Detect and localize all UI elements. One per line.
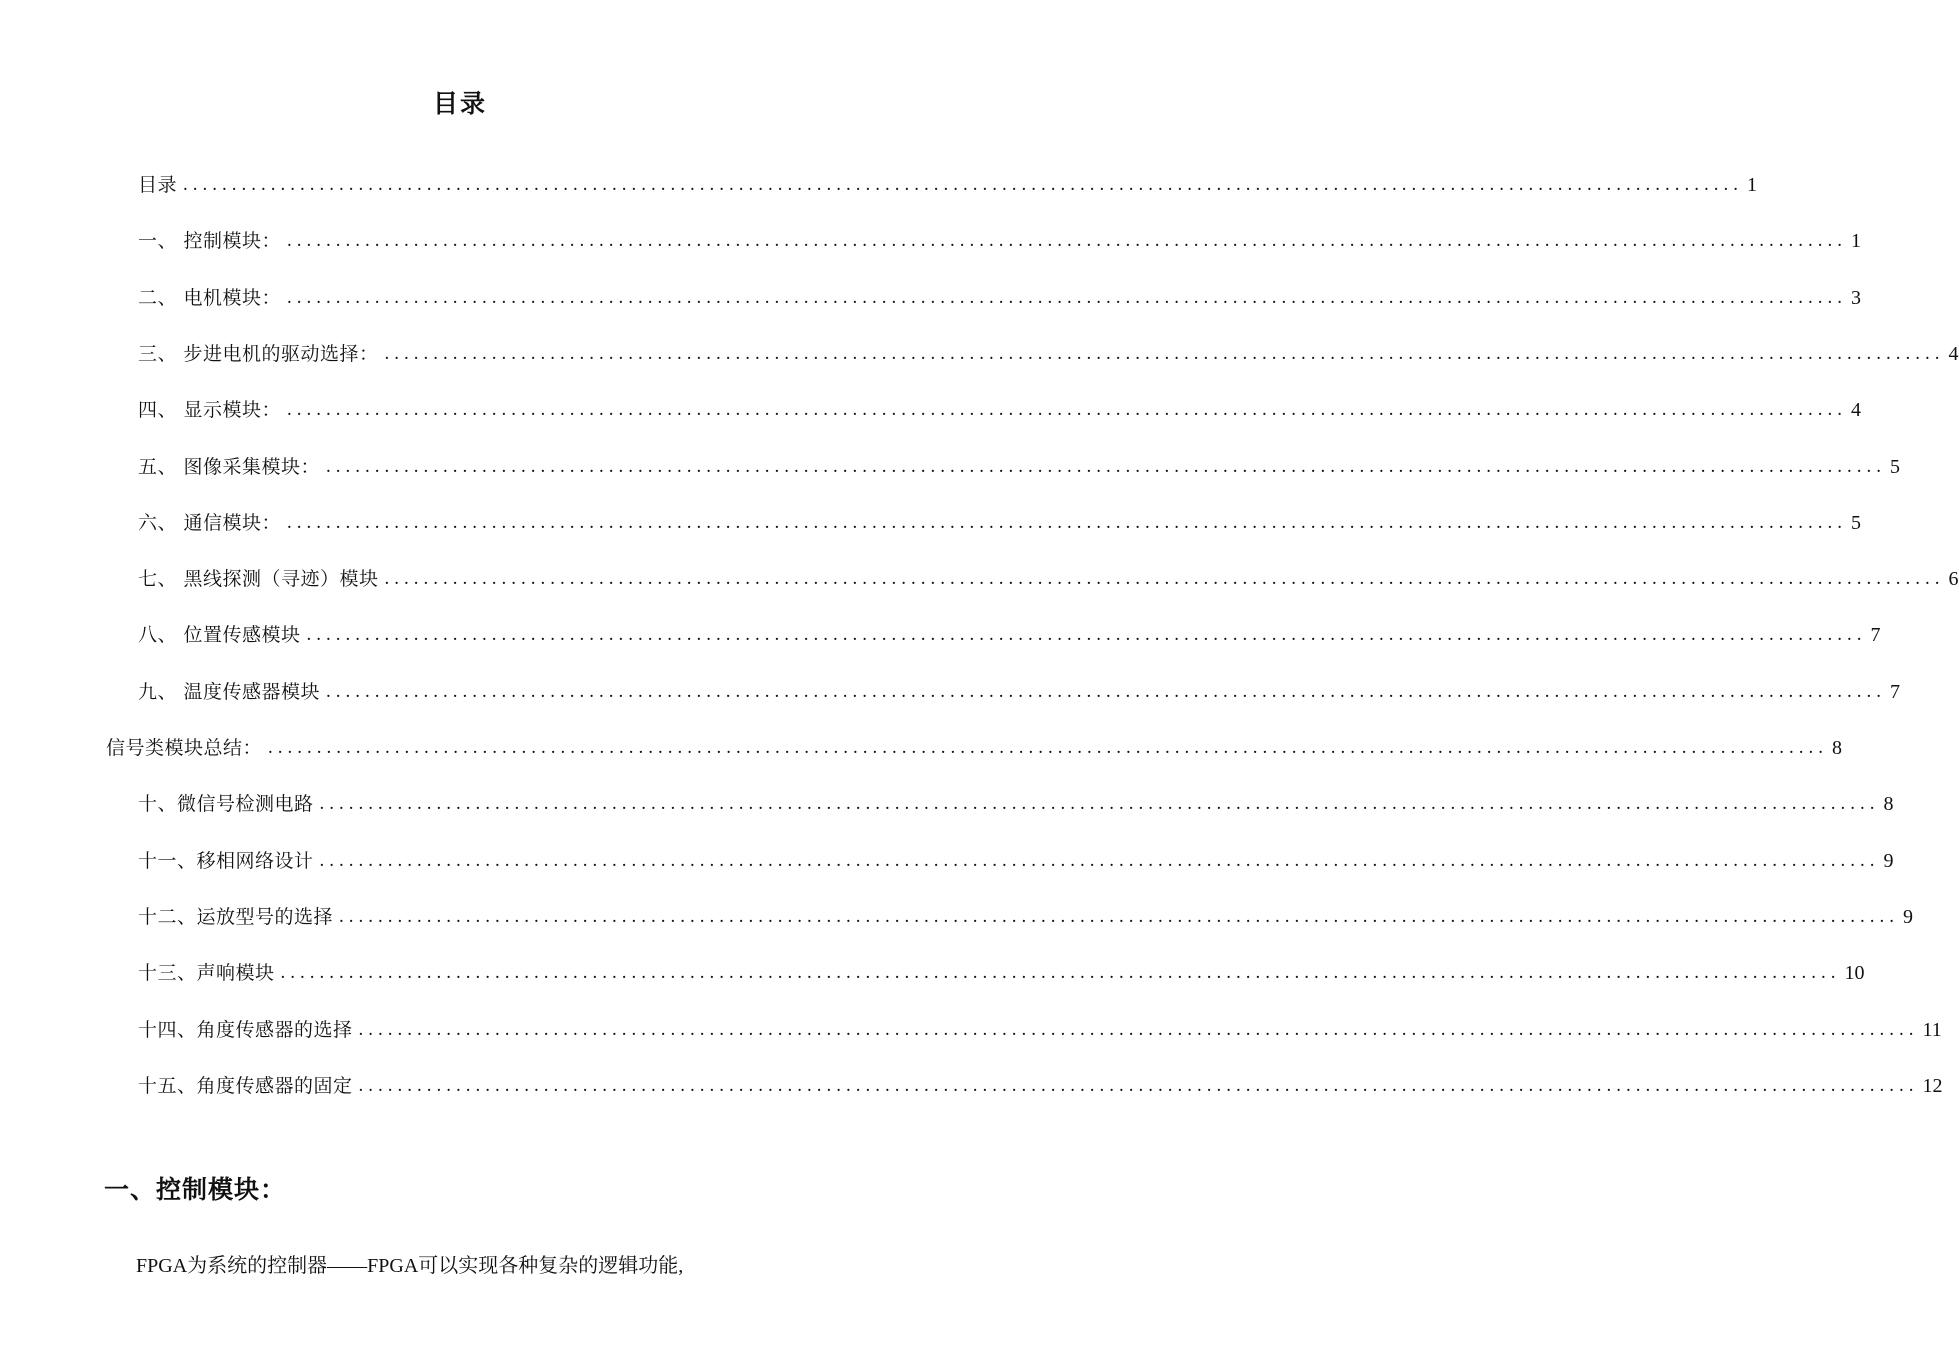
toc-entry-label: 十、微信号检测电路	[138, 793, 314, 815]
toc-entry-page-number: 4	[1948, 343, 1959, 365]
toc-entry-label: 十三、声响模块	[138, 962, 275, 984]
toc-dot-leader: ................................................................................................................................................................	[268, 737, 1829, 758]
toc-dot-leader: ................................................................................................................................................................	[319, 850, 1880, 871]
toc-dot-leader: ................................................................................................................................................................	[287, 512, 1848, 533]
toc-entry-label: 五、 图像采集模块：	[138, 456, 321, 478]
toc-entry-label: 一、 控制模块：	[138, 230, 282, 252]
toc-dot-leader: ................................................................................................................................................................	[384, 568, 1945, 589]
toc-entry-label: 十二、运放型号的选择	[138, 906, 334, 928]
section-heading: 一、控制模块：	[104, 1175, 287, 1204]
toc-entry-page-number: 10	[1844, 962, 1865, 984]
toc-entry-page-number: 3	[1851, 287, 1862, 309]
toc-entry-page-number: 5	[1851, 512, 1862, 534]
toc-entry-page-number: 8	[1883, 793, 1894, 815]
toc-entry-page-number: 9	[1903, 906, 1914, 928]
toc-dot-leader: ................................................................................................................................................................	[326, 456, 1887, 477]
toc-dot-leader: ................................................................................................................................................................	[287, 230, 1848, 251]
toc-entry-page-number: 11	[1922, 1019, 1942, 1041]
toc-entry[interactable]	[138, 618, 1881, 650]
toc-entry-page-number: 7	[1890, 681, 1901, 703]
toc-entry[interactable]	[138, 956, 1865, 988]
toc-entry[interactable]	[138, 1069, 1943, 1101]
toc-entry[interactable]	[138, 224, 1862, 256]
toc-entry[interactable]	[138, 450, 1901, 482]
toc-entry[interactable]	[138, 900, 1914, 932]
toc-title: 目录	[432, 89, 487, 118]
toc-dot-leader: ................................................................................................................................................................	[183, 174, 1744, 195]
toc-entry[interactable]	[138, 562, 1959, 594]
toc-entry-page-number: 6	[1948, 568, 1959, 590]
toc-entry-page-number: 12	[1922, 1075, 1943, 1097]
toc-entry-page-number: 5	[1890, 456, 1901, 478]
toc-dot-leader: ................................................................................................................................................................	[306, 624, 1867, 645]
toc-entry-label: 八、 位置传感模块	[138, 624, 301, 646]
toc-dot-leader: ................................................................................................................................................................	[326, 681, 1887, 702]
toc-dot-leader: ................................................................................................................................................................	[384, 343, 1945, 364]
toc-entry-page-number: 1	[1851, 230, 1862, 252]
toc-entry[interactable]	[138, 675, 1901, 707]
toc-entry[interactable]	[138, 787, 1894, 819]
toc-dot-leader: ................................................................................................................................................................	[339, 906, 1900, 927]
toc-entry-label: 十一、移相网络设计	[138, 850, 314, 872]
toc-entry-label: 七、 黑线探测（寻迹）模块	[138, 568, 379, 590]
toc-entry-page-number: 7	[1870, 624, 1881, 646]
toc-entry[interactable]	[138, 506, 1862, 538]
toc-dot-leader: ................................................................................................................................................................	[358, 1075, 1919, 1096]
toc-entry[interactable]	[138, 281, 1862, 313]
toc-dot-leader: ................................................................................................................................................................	[280, 962, 1841, 983]
toc-dot-leader: ................................................................................................................................................................	[319, 793, 1880, 814]
toc-entry-page-number: 1	[1747, 174, 1758, 196]
toc-entry[interactable]	[106, 731, 1843, 763]
toc-dot-leader: ................................................................................................................................................................	[287, 399, 1848, 420]
toc-entry-page-number: 9	[1883, 850, 1894, 872]
toc-entry-label: 四、 显示模块：	[138, 399, 282, 421]
toc-entry-label: 三、 步进电机的驱动选择：	[138, 343, 379, 365]
toc-entry-label: 信号类模块总结：	[106, 737, 263, 759]
toc-entry-page-number: 8	[1832, 737, 1843, 759]
toc-entry-label: 十五、角度传感器的固定	[138, 1075, 353, 1097]
toc-entry[interactable]	[138, 168, 1758, 200]
toc-dot-leader: ................................................................................................................................................................	[358, 1019, 1919, 1040]
toc-entry-label: 目录	[138, 174, 178, 196]
toc-entry[interactable]	[138, 1013, 1942, 1045]
toc-entry-label: 九、 温度传感器模块	[138, 681, 321, 703]
toc-entry-page-number: 4	[1851, 399, 1862, 421]
toc-entry[interactable]	[138, 337, 1959, 369]
body-paragraph: FPGA为系统的控制器——FPGA可以实现各种复杂的逻辑功能,	[136, 1255, 684, 1277]
toc-entry-label: 十四、角度传感器的选择	[138, 1019, 353, 1041]
toc-entry-label: 六、 通信模块：	[138, 512, 282, 534]
toc-entry-label: 二、 电机模块：	[138, 287, 282, 309]
toc-dot-leader: ................................................................................................................................................................	[287, 287, 1848, 308]
toc-entry[interactable]	[138, 844, 1894, 876]
toc-entry[interactable]	[138, 393, 1862, 425]
